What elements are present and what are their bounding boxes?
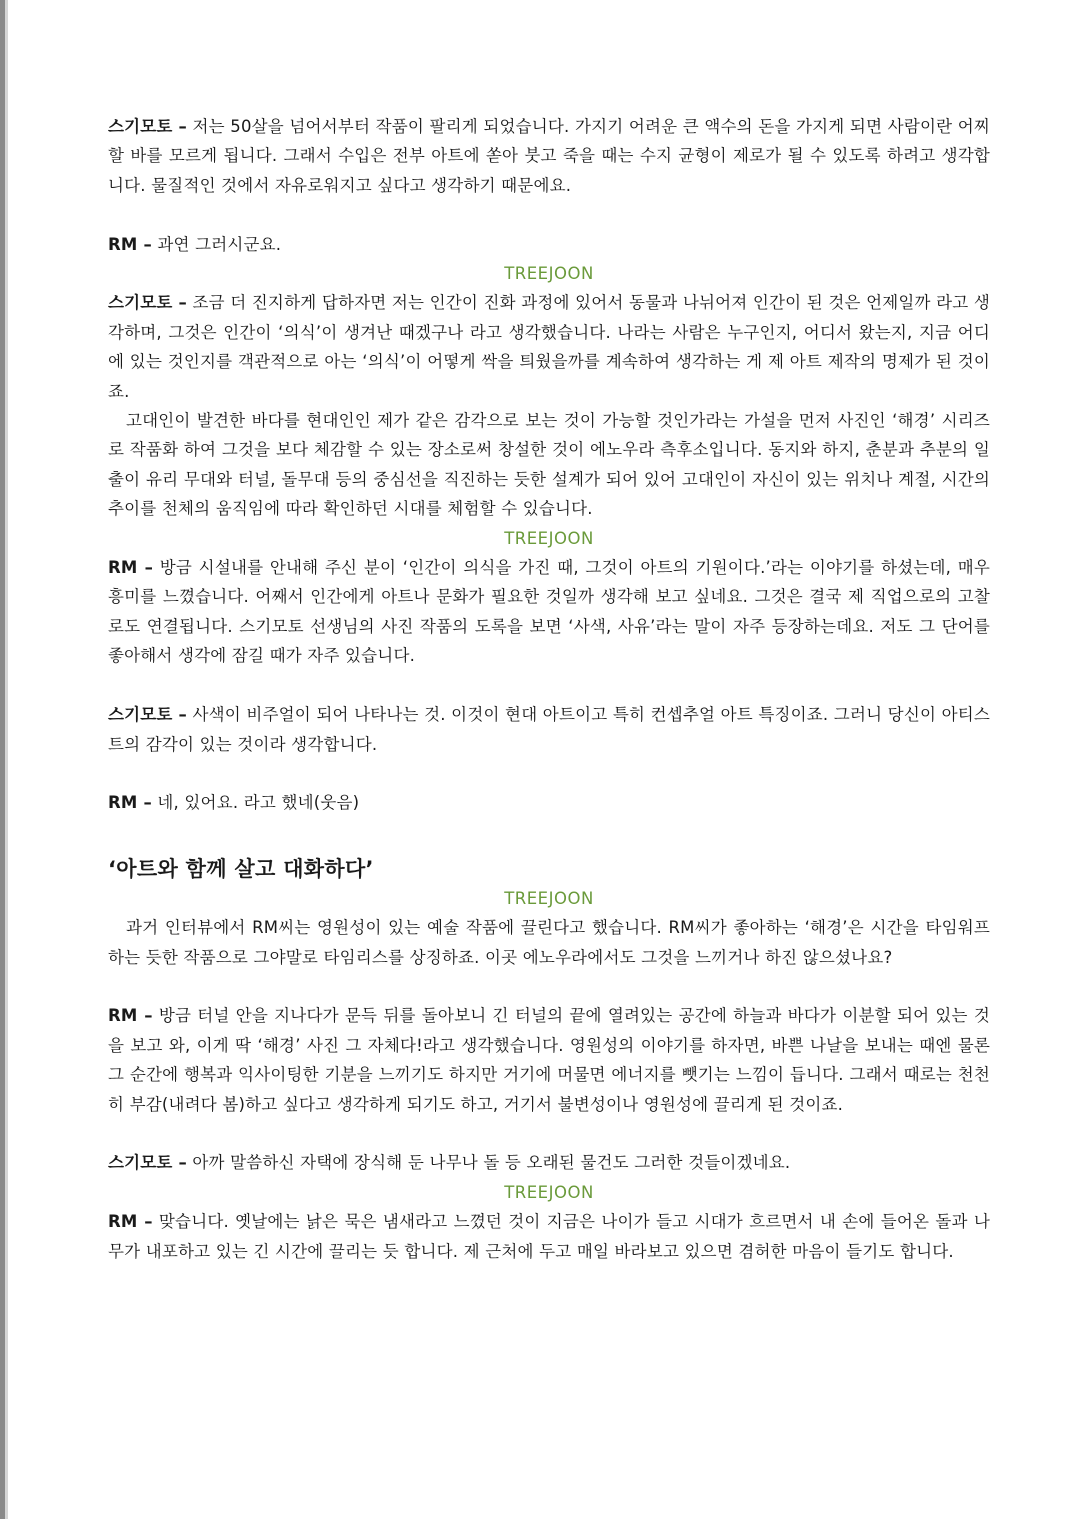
paragraph-text: 맞습니다. 옛날에는 낡은 묵은 냄새라고 느꼈던 것이 지금은 나이가 들고 시대가 흐르면서 내 손에 들어온 돌과 나무가 내포하고 있는 긴 시간에 끌리는 듯 합니다. 제 근처에 두고 매일 바라보고 있으면 겸허한 마음이 들기도 합니다. bbox=[108, 1212, 990, 1261]
paragraph-text: 조금 더 진지하게 답하자면 저는 인간이 진화 과정에 있어서 동물과 나뉘어져 인간이 된 것은 언제일까 라고 생각하며, 그것은 인간이 ‘의식’이 생겨난 때겠구나 라고 생각했습니다. 나라는 사람은 누구인지, 어디서 왔는지, 지금 어디에 있는 것인지를 객관적으로 아는 ‘의식’이 어떻게 싹을 틔웠을까를 계속하여 생각하는 게 제 아트 제작의 명제가 된 것이죠. bbox=[108, 293, 990, 401]
speaker-dash: – bbox=[144, 1006, 153, 1026]
spacer bbox=[108, 1119, 990, 1148]
speaker-label: RM bbox=[108, 1006, 138, 1026]
spacer bbox=[108, 200, 990, 229]
speaker-dash: – bbox=[178, 117, 187, 136]
paragraph-rm-5 bbox=[108, 1207, 990, 1266]
watermark-text: TREEJOON bbox=[504, 264, 594, 284]
document-body bbox=[108, 112, 990, 1266]
speaker-label: RM bbox=[108, 558, 138, 578]
paragraph-text: 방금 터널 안을 지나다가 문득 뒤를 돌아보니 긴 터널의 끝에 열려있는 공간에 하늘과 바다가 이분할 되어 있는 것을 보고 와, 이게 딱 ‘해경’ 사진 그 자체다!라고 생각했습니다. 영원성의 이야기를 하자면, 바쁜 나날을 보내는 때엔 물론 그 순간에 행복과 익사이팅한 기분을 느끼기도 하지만 거기에 머물면 에너지를 뺏기는 느낌이 듭니다. 그래서 때로는 천천히 부감(내려다 봄)하고 싶다고 생각하게 되기도 하고, 거기서 불변성이나 영원성에 끌리게 된 것이죠. bbox=[108, 1006, 990, 1114]
paragraph-sugimoto-2 bbox=[108, 288, 990, 406]
paragraph-rm-3 bbox=[108, 788, 990, 817]
spacer bbox=[108, 972, 990, 1001]
paragraph-text: 아까 말씀하신 자택에 장식해 둔 나무나 돌 등 오래된 물건도 그러한 것들이겠네요. bbox=[192, 1153, 791, 1173]
speaker-dash: – bbox=[144, 558, 154, 578]
spacer bbox=[108, 671, 990, 700]
paragraph-rm-4 bbox=[108, 1001, 990, 1119]
paragraph-text: 네, 있어요. 라고 했네(웃음) bbox=[157, 793, 360, 813]
paragraph-sugimoto-3 bbox=[108, 700, 990, 759]
speaker-dash: – bbox=[178, 293, 187, 313]
paragraph-text: 과연 그러시군요. bbox=[157, 234, 282, 254]
paragraph-text: 사색이 비주얼이 되어 나타나는 것. 이것이 현대 아트이고 특히 컨셉추얼 아트 특징이죠. 그러니 당신이 아티스트의 감각이 있는 것이라 생각합니다. bbox=[108, 705, 990, 754]
spacer bbox=[108, 818, 990, 854]
speaker-dash: – bbox=[178, 1153, 187, 1173]
watermark-text: TREEJOON bbox=[504, 528, 594, 548]
paragraph-rm-2 bbox=[108, 553, 990, 671]
page-edge-highlight bbox=[5, 0, 8, 1519]
speaker-label: 스기모토 bbox=[108, 117, 173, 136]
speaker-label: 스기모토 bbox=[108, 705, 173, 725]
paragraph-text: 방금 시설내를 안내해 주신 분이 ‘인간이 의식을 가진 때, 그것이 아트의 기원이다.’라는 이야기를 하셨는데, 매우 흥미를 느꼈습니다. 어째서 인간에게 아트나 문화가 필요한 것일까 생각해 보고 싶네요. 그것은 결국 제 직업으로의 고찰로도 연결됩니다. 스기모토 선생님의 사진 작품의 도록을 보면 ‘사색, 사유’라는 말이 자주 등장하는데요. 저도 그 단어를 좋아해서 생각에 잠길 때가 자주 있습니다. bbox=[108, 558, 990, 666]
paragraph-sugimoto-1 bbox=[108, 112, 990, 200]
speaker-dash: – bbox=[144, 1212, 153, 1232]
watermark-text: TREEJOON bbox=[504, 888, 594, 908]
paragraph-sugimoto-2-continued: 고대인이 발견한 바다를 현대인인 제가 같은 감각으로 보는 것이 가능할 것인가라는 가설을 먼저 사진인 ‘해경’ 시리즈로 작품화 하여 그것을 보다 체감할 수 있는 장소로써 창설한 것이 에노우라 측후소입니다. 동지와 하지, 춘분과 추분의 일출이 유리 무대와 터널, 돌무대 등의 중심선을 직진하는 듯한 설계가 되어 있어 고대인이 자신이 있는 위치나 계절, 시간의 추이를 천체의 움직임에 따라 확인하던 시대를 체험할 수 있습니다. bbox=[108, 411, 990, 519]
speaker-dash: – bbox=[143, 793, 152, 813]
section-heading: ‘아트와 함께 살고 대화하다’ bbox=[108, 856, 374, 881]
paragraph-text: 저는 50살을 넘어서부터 작품이 팔리게 되었습니다. 가지기 어려운 큰 액수의 돈을 가지게 되면 사람이란 어찌할 바를 모르게 됩니다. 그래서 수입은 전부 아트에 쏟아 붓고 죽을 때는 수지 균형이 제로가 될 수 있도록 하려고 생각합니다. 물질적인 것에서 자유로워지고 싶다고 생각하기 때문에요. bbox=[108, 117, 990, 195]
speaker-label: RM bbox=[108, 234, 138, 254]
spacer bbox=[108, 759, 990, 788]
speaker-label: RM bbox=[108, 793, 138, 813]
paragraph-rm-1 bbox=[108, 230, 990, 259]
speaker-label: RM bbox=[108, 1212, 138, 1232]
watermark-text: TREEJOON bbox=[504, 1182, 594, 1202]
paragraph-interviewer-question: 과거 인터뷰에서 RM씨는 영원성이 있는 예술 작품에 끌린다고 했습니다. RM씨가 좋아하는 ‘해경’은 시간을 타임워프하는 듯한 작품으로 그야말로 타임리스를 상징하죠. 이곳 에노우라에서도 그것을 느끼거나 하진 않으셨나요? bbox=[108, 918, 990, 967]
speaker-dash: – bbox=[143, 234, 152, 254]
paragraph-sugimoto-4 bbox=[108, 1148, 990, 1177]
speaker-label: 스기모토 bbox=[108, 1153, 173, 1173]
speaker-dash: – bbox=[178, 705, 187, 725]
speaker-label: 스기모토 bbox=[108, 293, 173, 313]
